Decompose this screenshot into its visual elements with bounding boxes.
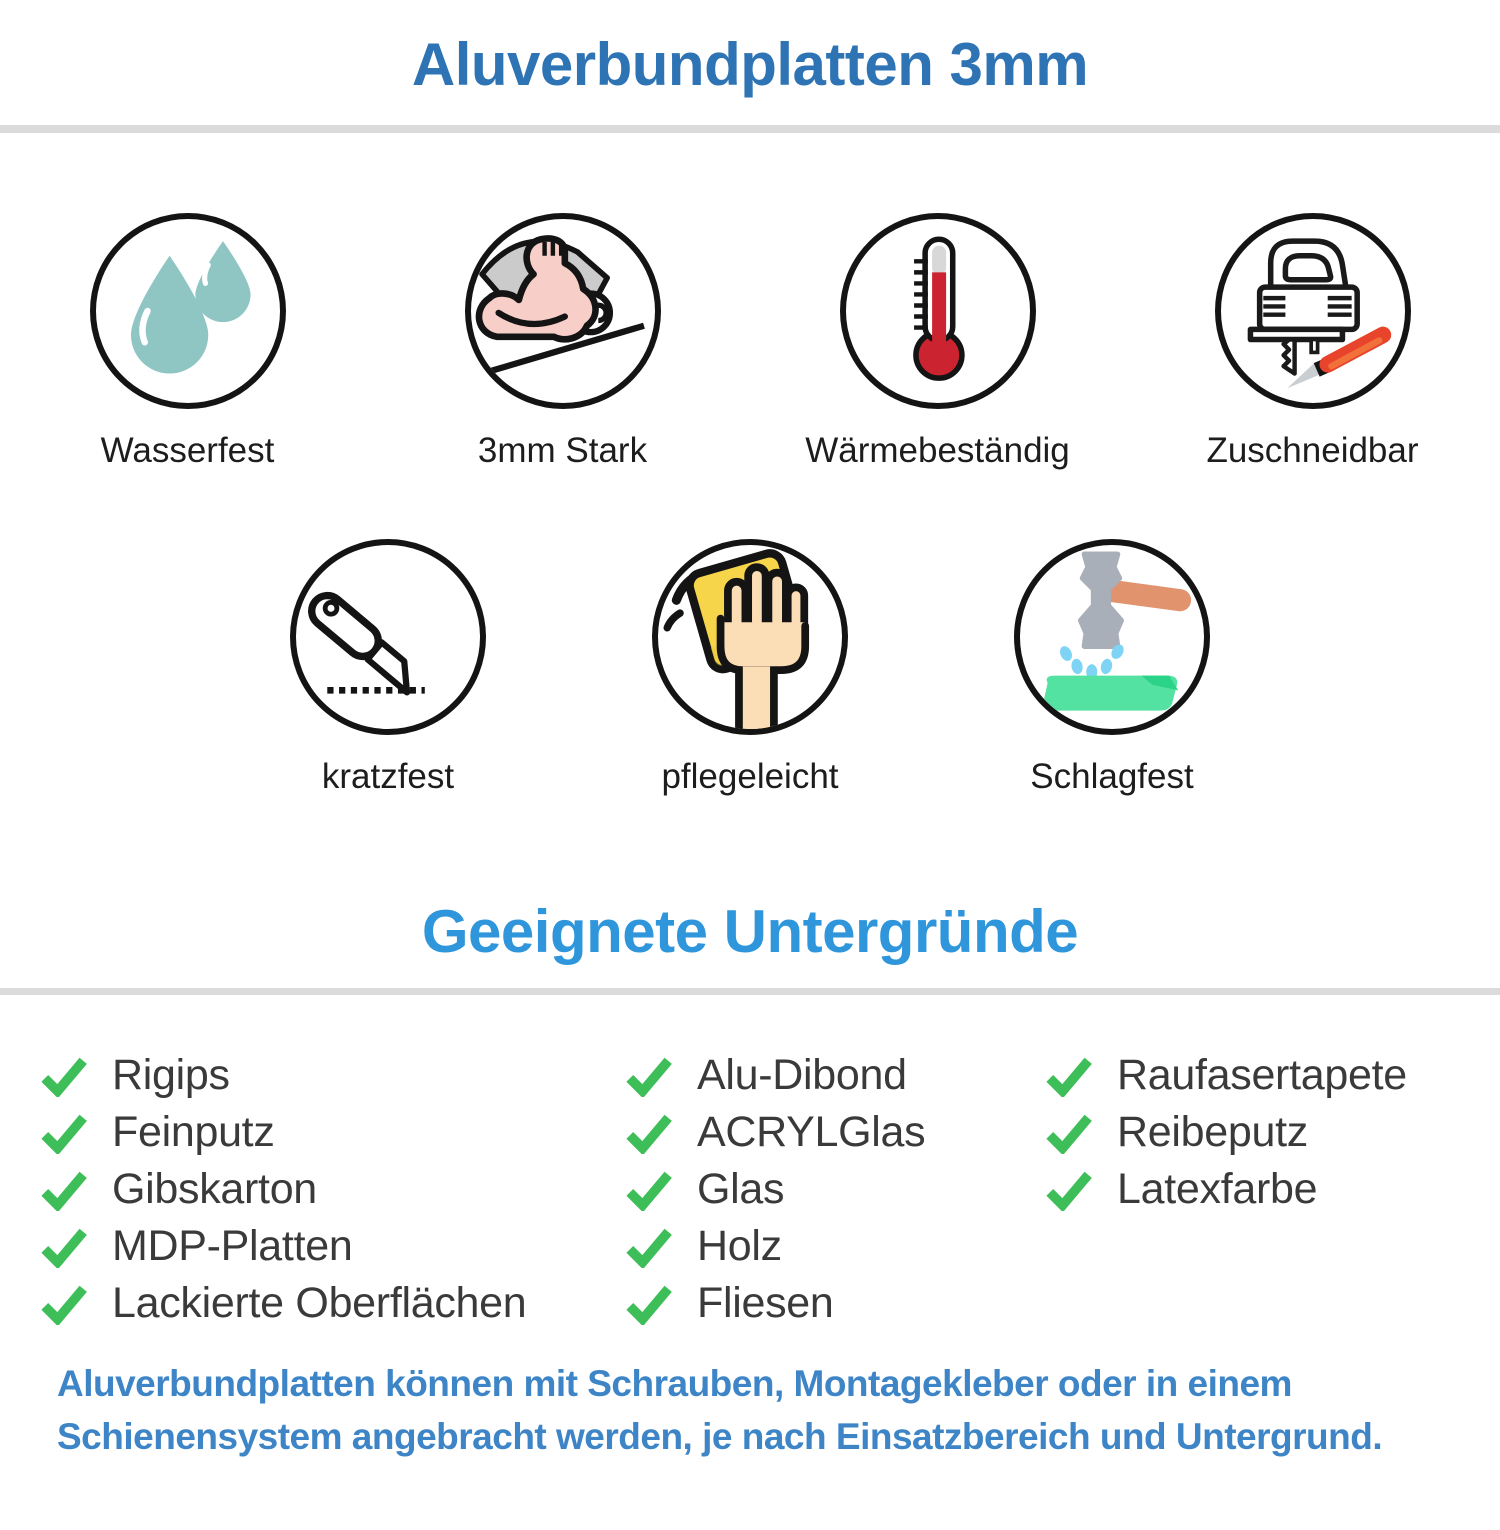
checklist-item [625,1047,1045,1104]
feature-circle [1014,539,1210,735]
checklist-item [40,1275,625,1332]
page [0,30,1500,1463]
checklist-item [625,1104,1045,1161]
checklist-label: Fliesen [697,1279,834,1327]
footer-line-2: Schienensystem angebracht werden, je nach Einsatzbereich und Untergrund. [57,1415,1383,1457]
section-divider [0,988,1500,995]
check-icon [40,1055,88,1097]
jigsaw-icon [1221,219,1405,403]
checklist-item [1045,1161,1500,1218]
page-title: Aluverbundplatten 3mm [411,31,1089,98]
check-icon [40,1283,88,1325]
feature-label: Wasserfest [100,431,275,470]
feature-item-kratzfest [207,539,569,797]
check-icon [625,1169,673,1211]
feature-circle [652,539,848,735]
checklist-item [625,1275,1045,1332]
feature-label: pflegeleicht [661,757,839,796]
checklist-item [625,1161,1045,1218]
checklist-column-3 [1045,1047,1500,1332]
footer-note [0,1358,1500,1463]
feature-row-1 [0,213,1500,471]
checklist-label: Holz [697,1222,782,1270]
checklist-label: MDP-Platten [112,1222,353,1270]
check-icon [625,1055,673,1097]
checklist-item [40,1218,625,1275]
checklist-item [40,1047,625,1104]
wiping-hand-icon [658,545,842,729]
check-icon [1045,1055,1093,1097]
checklist-item [40,1161,625,1218]
checklist-label: Glas [697,1165,785,1213]
feature-label: Wärmebeständig [805,431,1070,470]
checklist-label: Lackierte Oberflächen [112,1279,527,1327]
thermometer-icon [846,219,1030,403]
checklist-column-1 [40,1047,625,1332]
feature-item-waermebestaendig [750,213,1125,471]
checklist-item [625,1218,1045,1275]
checklist-label: Alu-Dibond [697,1051,907,1099]
checklist-item [1045,1047,1500,1104]
feature-item-zuschneidbar [1125,213,1500,471]
muscle-arm-icon [471,219,655,403]
checklist-label: Rigips [112,1051,230,1099]
checklist-label: Feinputz [112,1108,275,1156]
checklist-label: Reibeputz [1117,1108,1308,1156]
checklist-item [1045,1104,1500,1161]
feature-item-3mm-stark [375,213,750,471]
feature-circle [840,213,1036,409]
footer-line-1: Aluverbundplatten können mit Schrauben, Montagekleber oder in einem [57,1363,1292,1404]
check-icon [40,1226,88,1268]
checklist-item [40,1104,625,1161]
feature-item-wasserfest [0,213,375,471]
check-icon [625,1226,673,1268]
checklist-label: Gibskarton [112,1165,317,1213]
feature-row-2 [0,539,1500,797]
checklist-label: ACRYLGlas [697,1108,926,1156]
checklist-label: Raufasertapete [1117,1051,1407,1099]
check-icon [1045,1112,1093,1154]
substrates-title: Geeignete Untergründe [421,898,1079,965]
feature-circle [90,213,286,409]
check-icon [625,1112,673,1154]
cutter-knife-icon [296,545,480,729]
check-icon [1045,1169,1093,1211]
feature-item-pflegeleicht [569,539,931,797]
check-icon [625,1283,673,1325]
feature-label: Zuschneidbar [1206,431,1419,470]
section-divider [0,125,1500,133]
feature-circle [465,213,661,409]
feature-label: 3mm Stark [477,431,648,470]
checklist-label: Latexfarbe [1117,1165,1318,1213]
feature-circle [290,539,486,735]
feature-label: Schlagfest [1030,757,1194,796]
feature-label: kratzfest [321,757,455,796]
substrates-checklist [0,1047,1500,1332]
checklist-column-2 [625,1047,1045,1332]
check-icon [40,1169,88,1211]
feature-item-schlagfest [931,539,1293,797]
feature-circle [1215,213,1411,409]
hammer-icon [1020,545,1204,729]
check-icon [40,1112,88,1154]
water-drops-icon [96,219,280,403]
